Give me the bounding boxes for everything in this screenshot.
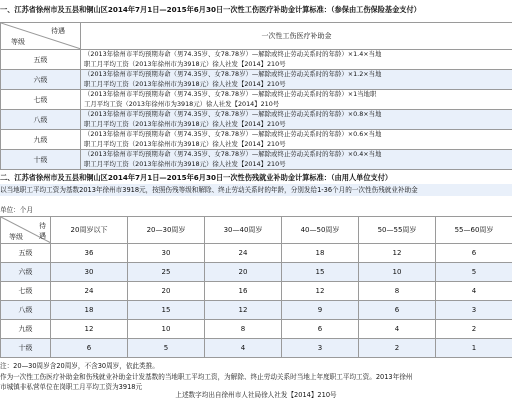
table2-level-cell: 九级: [1, 320, 51, 339]
formula-line: 工月平均工资（2013年徐州市为3918元）徐人社发【2014】210号: [84, 99, 280, 108]
months-cell: 5: [128, 339, 205, 358]
age-header: 50—55周岁: [359, 217, 436, 244]
unit-label: 单位：个月: [0, 206, 33, 214]
table2-row: [1, 244, 512, 263]
footnote-source: 上述数字均出自徐州市人社局徐人社发【2014】210号: [175, 391, 337, 399]
formula-line: （2013年徐州市平均预期寿命（男74.35岁、女78.78岁）—解除或终止劳动关系时的年龄）×1当地职: [84, 90, 377, 98]
months-cell: 24: [205, 244, 282, 263]
age-header: 40—50周岁: [282, 217, 359, 244]
table1-row: [1, 90, 512, 110]
months-cell: 25: [128, 263, 205, 282]
formula-line: （2013年徐州市平均预期寿命（男74.35岁、女78.78岁）—解除或终止劳动关系时的年龄）×0.4×当地: [84, 150, 382, 158]
months-cell: 9: [282, 301, 359, 320]
section1-note: （参保由工伤保险基金支付）: [330, 5, 421, 14]
table1-level-cell: 九级: [1, 130, 81, 150]
table2-level-cell: 八级: [1, 301, 51, 320]
months-cell: 10: [128, 320, 205, 339]
age-header: 30—40周岁: [205, 217, 282, 244]
months-cell: 15: [128, 301, 205, 320]
months-cell: 5: [436, 263, 512, 282]
months-cell: 6: [359, 301, 436, 320]
footnote-wage-value: 市城镇非私营单位在岗职工月平均工资为3918元: [0, 383, 143, 391]
table2-level-cell: 七级: [1, 282, 51, 301]
months-cell: 24: [51, 282, 128, 301]
table1-level-cell: 五级: [1, 50, 81, 70]
formula-line: （2013年徐州市平均预期寿命（男74.35岁、女78.78岁）—解除或终止劳动关系时的年龄）×0.8×当地: [84, 110, 382, 118]
age-header: 55—60周岁: [436, 217, 512, 244]
formula-line: 职工月平均工资（2013年徐州市为3918元）徐人社发【2014】210号: [84, 79, 286, 88]
months-cell: 4: [205, 339, 282, 358]
table1-formula-cell: [81, 150, 512, 170]
section2-title: 江苏省徐州市及五县和铜山区2014年7月1日—2015年6月30日一次性伤残就业补助金计算标准：: [14, 173, 331, 182]
months-cell: 1: [436, 339, 512, 358]
months-cell: 12: [205, 301, 282, 320]
table1-column-header: 一次性工伤医疗补助金: [81, 23, 512, 50]
section2-note: （由用人单位支付）: [330, 173, 393, 182]
formula-line: （2013年徐州市平均预期寿命（男74.35岁、女78.78岁）—解除或终止劳动关系时的年龄）×0.6×当地: [84, 130, 382, 138]
table1-row: [1, 50, 512, 70]
table1-formula-cell: [81, 110, 512, 130]
footnote-wage-basis: 作为一次性工伤医疗补助金和伤残就业补助金计发基数的当地职工平均工资，为解除、终止劳动关系时当地上年度职工平均工资。2013年徐州: [0, 373, 413, 381]
table1-formula-cell: [81, 90, 512, 110]
employment-subsidy-table: [0, 216, 512, 358]
months-cell: 36: [51, 244, 128, 263]
months-cell: 3: [436, 301, 512, 320]
formula-line: （2013年徐州市平均预期寿命（男74.35岁、女78.78岁）—解除或终止劳动关系时的年龄）×1.4×当地: [84, 50, 382, 58]
table2-row: [1, 301, 512, 320]
footnote-age-range: 注：20—30周岁含20周岁，不含30周岁，依此类推。: [0, 362, 159, 370]
months-cell: 12: [51, 320, 128, 339]
months-cell: 15: [282, 263, 359, 282]
months-cell: 8: [205, 320, 282, 339]
months-cell: 6: [436, 244, 512, 263]
table2-corner-cell: [1, 217, 51, 244]
section1-number: 一、: [0, 5, 15, 14]
section2-intro: 以当地职工平均工资为基数2013年徐州市3918元，按照伤残等级和解除、终止劳动关系时的年龄，分别发给1-36个月的一次性伤残就业补助金: [0, 184, 512, 196]
months-cell: 18: [282, 244, 359, 263]
formula-line: （2013年徐州市平均预期寿命（男74.35岁、女78.78岁）—解除或终止劳动关系时的年龄）×1.2×当地: [84, 70, 382, 78]
section1-heading: [0, 0, 512, 20]
months-cell: 3: [282, 339, 359, 358]
table2-level-cell: 六级: [1, 263, 51, 282]
table1-level-cell: 十级: [1, 150, 81, 170]
age-header: 20—30周岁: [128, 217, 205, 244]
section2-number: 二、: [0, 173, 15, 182]
months-cell: 4: [436, 282, 512, 301]
table2-row: [1, 263, 512, 282]
corner-label-level: 等级: [9, 233, 23, 241]
months-cell: 6: [282, 320, 359, 339]
section1-title: 江苏省徐州市及五县和铜山区2014年7月1日—2015年6月30日一次性工伤医疗补助金计算标准：: [14, 5, 331, 14]
table1-formula-cell: [81, 130, 512, 150]
months-cell: 2: [359, 339, 436, 358]
corner-label-treatment: 待遇: [39, 222, 46, 240]
months-cell: 8: [359, 282, 436, 301]
table1-corner-cell: [1, 23, 81, 50]
table2-header-row: [1, 217, 512, 244]
corner-label-treatment: 待遇: [51, 27, 65, 35]
table1-row: [1, 70, 512, 90]
table1-header-row: [1, 23, 512, 50]
months-cell: 10: [359, 263, 436, 282]
months-cell: 18: [51, 301, 128, 320]
medical-subsidy-table: [0, 22, 512, 170]
table1-row: [1, 110, 512, 130]
table1-formula-cell: [81, 70, 512, 90]
months-cell: 20: [128, 282, 205, 301]
table1-level-cell: 七级: [1, 90, 81, 110]
table2-row: [1, 320, 512, 339]
formula-line: 职工月平均工资（2013年徐州市为3918元）徐人社发【2014】210号: [84, 59, 286, 68]
months-cell: 12: [282, 282, 359, 301]
table2-row: [1, 282, 512, 301]
months-cell: 4: [359, 320, 436, 339]
months-cell: 6: [51, 339, 128, 358]
months-cell: 20: [205, 263, 282, 282]
months-cell: 2: [436, 320, 512, 339]
months-cell: 30: [51, 263, 128, 282]
formula-line: 职工月平均工资（2013年徐州市为3918元）徐人社发【2014】210号: [84, 159, 286, 168]
table2-level-cell: 五级: [1, 244, 51, 263]
table2-row: [1, 339, 512, 358]
table1-level-cell: 六级: [1, 70, 81, 90]
table2-level-cell: 十级: [1, 339, 51, 358]
formula-line: 职工月平均工资（2013年徐州市为3918元）徐人社发【2014】210号: [84, 119, 286, 128]
table1-level-cell: 八级: [1, 110, 81, 130]
table1-row: [1, 130, 512, 150]
corner-label-level: 等级: [11, 38, 25, 46]
table1-formula-cell: [81, 50, 512, 70]
table1-row: [1, 150, 512, 170]
months-cell: 16: [205, 282, 282, 301]
age-header: 20周岁以下: [51, 217, 128, 244]
section2-heading: [0, 172, 512, 184]
formula-line: 职工月平均工资（2013年徐州市为3918元）徐人社发【2014】210号: [84, 139, 286, 148]
months-cell: 30: [128, 244, 205, 263]
months-cell: 12: [359, 244, 436, 263]
